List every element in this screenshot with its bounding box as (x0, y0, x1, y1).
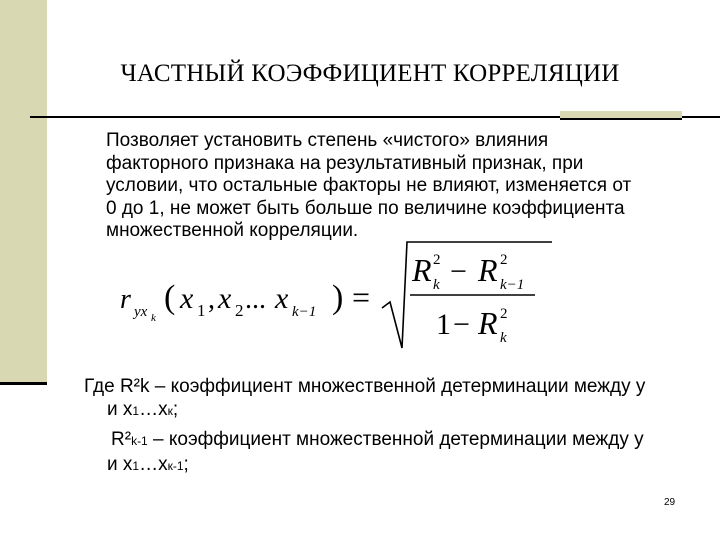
sidebar-accent-bar (0, 0, 47, 384)
formula-equals: = (352, 279, 371, 315)
slide-title: ЧАСТНЫЙ КОЭФФИЦИЕНТ КОРРЕЛЯЦИИ (120, 60, 620, 87)
numerator-minus: − (450, 255, 467, 288)
numerator-exp2: 2 (500, 252, 508, 268)
formula-x2: x (218, 282, 232, 315)
formula-x1-index: 1 (197, 301, 206, 320)
formula-svg (120, 236, 580, 356)
paragraph-line: множественной корреляции. (106, 220, 359, 241)
description-paragraph (106, 130, 686, 243)
formula-sub-yx: yx (134, 304, 148, 320)
definition-line: и x1…xк-1; (107, 454, 189, 475)
numerator-exp1: 2 (433, 252, 441, 268)
definition-line: Где R²k – коэффициент множественной детерминации между y (84, 376, 646, 397)
definitions-block (84, 375, 694, 478)
formula-x1: x (180, 282, 194, 315)
sidebar-accent-line (0, 382, 47, 385)
formula-x2-index: 2 (235, 301, 244, 320)
paragraph-line: условии, что остальные факторы не влияют, изменяется от (106, 175, 632, 196)
numerator-r2: R (478, 252, 498, 288)
definition-line: и x1…xк; (107, 399, 179, 420)
formula-r: r (120, 284, 131, 315)
formula-xk-index: k−1 (292, 304, 317, 320)
formula-open-paren: ( (164, 279, 176, 316)
denominator-exp: 2 (500, 306, 508, 322)
numerator-r1: R (412, 252, 432, 288)
paragraph-line: факторного признака на результативный признак, при (106, 152, 584, 174)
page-number: 29 (664, 497, 676, 508)
numerator-sub1: k (433, 277, 440, 293)
formula-sub-k: k (151, 312, 156, 324)
denominator-one: 1 (436, 308, 451, 341)
denominator-r: R (478, 305, 498, 341)
formula-comma: , (208, 284, 215, 315)
numerator-sub2: k−1 (500, 277, 525, 293)
denominator-minus: − (453, 308, 470, 341)
paragraph-line: Позволяет установить степень «чистого» влияния (106, 130, 549, 151)
paragraph-line: 0 до 1, не может быть больше по величине коэффициента (106, 197, 625, 219)
title-accent-line (560, 118, 682, 120)
denominator-sub: k (500, 330, 507, 346)
formula-close-paren: ) (332, 279, 344, 316)
formula-xk: x (275, 282, 289, 315)
partial-correlation-formula (120, 236, 580, 356)
title-accent-block (560, 111, 682, 118)
definition-line: R²k-1 – коэффициент множественной детерминации между y (111, 429, 644, 450)
formula-dots: ... (245, 284, 266, 315)
